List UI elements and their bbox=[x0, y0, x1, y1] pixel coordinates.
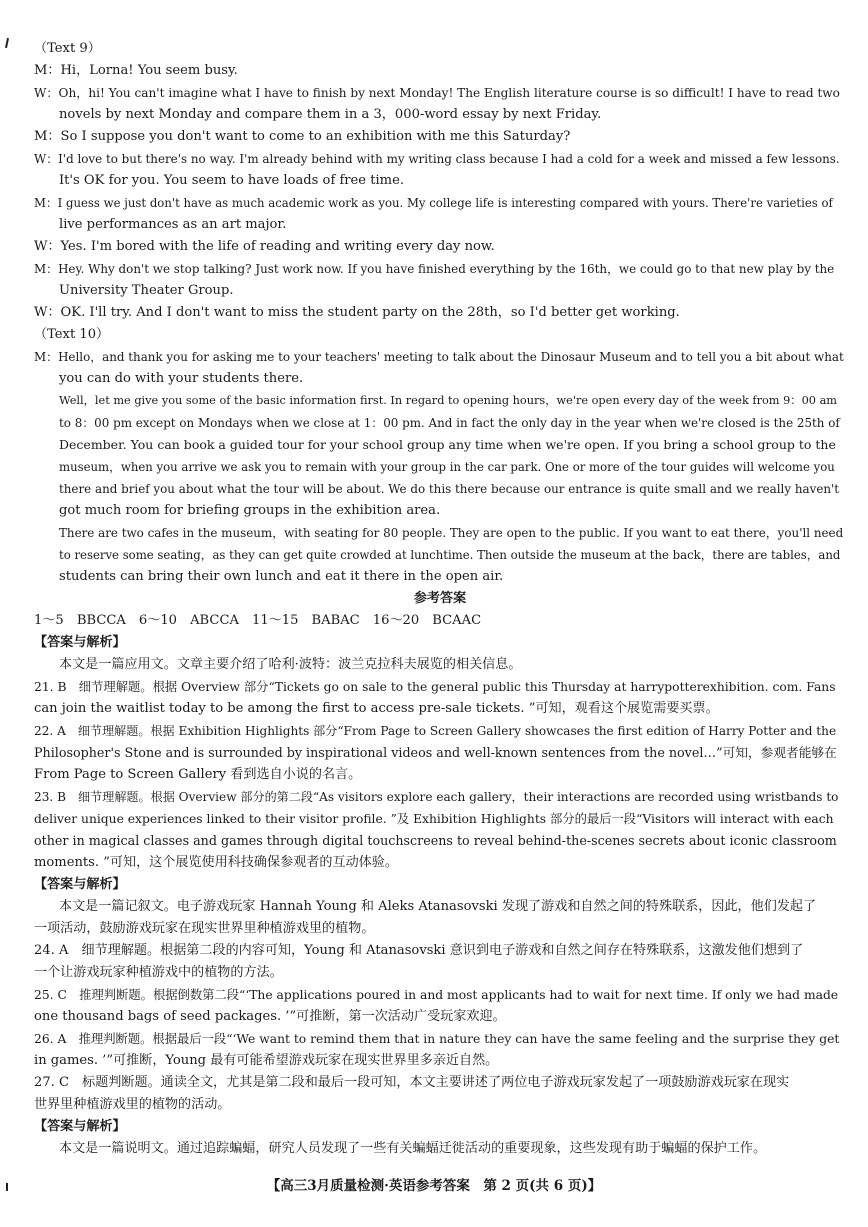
answer-key: 1～5 BBCCA 6～10 ABCCA 11～15 BABAC 16～20 BCAAC bbox=[34, 613, 482, 628]
analysis-line: 23. B 细节理解题。根据 Overview 部分的第二段“As visitors explore each gallery，their interactions are recorded using wristbands to bbox=[34, 790, 839, 804]
dialogue-line: W：OK. I'll try. And I don't want to miss the student party on the 28th，so I'd better get working. bbox=[34, 305, 680, 320]
analysis-line: From Page to Screen Gallery 看到选自小说的名言。 bbox=[34, 767, 362, 782]
analysis-line: 世界里种植游戏里的植物的活动。 bbox=[34, 1097, 231, 1112]
monologue-line: to reserve some seating，as they can get quite crowded at lunchtime. Then outside the museum at the back，there are tables，and bbox=[59, 548, 841, 562]
analysis-line: 27. C 标题判断题。通读全文，尤其是第二段和最后一段可知，本文主要讲述了两位电子游戏玩家发起了一项鼓励游戏玩家在现实 bbox=[34, 1075, 790, 1090]
analysis-line: 21. B 细节理解题。根据 Overview 部分“Tickets go on sale to the general public this Thursday at harrypotterexhibition. com. Fans bbox=[34, 680, 836, 694]
analysis-line: 22. A 细节理解题。根据 Exhibition Highlights 部分“From Page to Screen Gallery showcases the first edition of Harry Potter and the bbox=[34, 724, 837, 738]
analysis-summary: 本文是一篇说明文。通过追踪蝙蝠，研究人员发现了一些有关蝙蝠迁徙活动的重要现象，这些发现有助于蝙蝠的保护工作。 bbox=[59, 1141, 767, 1156]
analysis-line: 26. A 推理判断题。根据最后一段“‘We want to remind them that in nature they can have the same feeling and the surprise they get bbox=[34, 1032, 840, 1046]
analysis-line: can join the waitlist today to be among the first to access pre-sale tickets. ”可知，观看这个展览需要买票。 bbox=[34, 701, 719, 716]
dialogue-line: novels by next Monday and compare them in a 3，000-word essay by next Friday. bbox=[59, 107, 602, 122]
analysis-heading: 【答案与解析】 bbox=[34, 1119, 126, 1134]
section-title: 参考答案 bbox=[413, 591, 467, 606]
analysis-line: 一个让游戏玩家种植游戏中的植物的方法。 bbox=[34, 965, 283, 980]
dialogue-line: M：Hey. Why don't we stop talking? Just work now. If you have finished everything by the 16th，we could go to that new play by the bbox=[34, 262, 835, 276]
analysis-summary: 本文是一篇应用文。文章主要介绍了哈利·波特：波兰克拉科夫展览的相关信息。 bbox=[59, 657, 522, 672]
analysis-line: other in magical classes and games through digital touchscreens to reveal behind-the-scenes secrets about iconic classroom bbox=[34, 833, 837, 848]
analysis-line: one thousand bags of seed packages. ’”可推断，第一次活动广受玩家欢迎。 bbox=[34, 1009, 506, 1024]
monologue-line: December. You can book a guided tour for your school group any time when we're open. If you bring a school group to the bbox=[59, 437, 836, 452]
monologue-line: got much room for briefing groups in the exhibition area. bbox=[59, 503, 441, 518]
monologue-line: There are two cafes in the museum，with seating for 80 people. They are open to the public. If you want to eat there，you'll need bbox=[59, 526, 844, 540]
text-label: （Text 9） bbox=[34, 41, 101, 56]
text-label: （Text 10） bbox=[34, 327, 110, 342]
analysis-heading: 【答案与解析】 bbox=[34, 877, 126, 892]
analysis-line: moments. ”可知，这个展览使用科技确保参观者的互动体验。 bbox=[34, 855, 398, 870]
analysis-summary: 本文是一篇记叙文。电子游戏玩家 Hannah Young 和 Aleks Atanasovski 发现了游戏和自然之间的特殊联系，因此，他们发起了 bbox=[59, 899, 817, 914]
analysis-line: deliver unique experiences linked to their visitor profile. ”及 Exhibition Highlights 部分的最后一段“Visitors will interact with each bbox=[34, 812, 834, 826]
dialogue-line: you can do with your students there. bbox=[59, 371, 304, 386]
dialogue-line: M：Hi，Lorna! You seem busy. bbox=[34, 63, 238, 78]
monologue-line: Well，let me give you some of the basic information first. In regard to opening hours，we're open every day of the week from 9：00 am bbox=[59, 394, 838, 407]
analysis-line: 24. A 细节理解题。根据第二段的内容可知，Young 和 Atanasovski 意识到电子游戏和自然之间存在特殊联系，这激发他们想到了 bbox=[34, 943, 804, 958]
page-footer: 【高三3月质量检测·英语参考答案 第 2 页(共 6 页)】 bbox=[266, 1178, 602, 1194]
dialogue-line: live performances as an art major. bbox=[59, 217, 287, 232]
analysis-line: in games. ’”可推断，Young 最有可能希望游戏玩家在现实世界里多亲近自然。 bbox=[34, 1053, 499, 1068]
dialogue-line: It's OK for you. You seem to have loads of free time. bbox=[59, 173, 404, 188]
analysis-heading: 【答案与解析】 bbox=[34, 635, 126, 650]
dialogue-line: W：I'd love to but there's no way. I'm already behind with my writing class because I had a cold for a week and missed a few lessons. bbox=[34, 152, 840, 166]
analysis-line: Philosopher's Stone and is surrounded by inspirational videos and well-known sentences from the novel…”可知，参观者能够在 bbox=[34, 745, 837, 760]
dialogue-line: W：Oh，hi! You can't imagine what I have to finish by next Monday! The English literature course is so difficult! I have to read two bbox=[34, 86, 840, 100]
analysis-summary: 一项活动，鼓励游戏玩家在现实世界里种植游戏里的植物。 bbox=[34, 921, 375, 936]
monologue-line: to 8：00 pm except on Mondays when we close at 1：00 pm. And in fact the only day in the year when we're closed is the 25th of bbox=[59, 416, 840, 430]
dialogue-line: M：I guess we just don't have as much academic work as you. My college life is interesting compared with yours. There're varieties of bbox=[34, 196, 833, 210]
dialogue-line: M：So I suppose you don't want to come to an exhibition with me this Saturday? bbox=[34, 129, 571, 144]
analysis-line: 25. C 推理判断题。根据倒数第二段“‘The applications poured in and most applicants had to wait for next time. If only we had made bbox=[34, 988, 839, 1002]
monologue-line: students can bring their own lunch and eat it there in the open air. bbox=[59, 569, 504, 584]
monologue-line: there and brief you about what the tour will be about. We do this there because our entrance is quite small and we really haven't bbox=[59, 482, 840, 496]
monologue-line: museum，when you arrive we ask you to remain with your group in the car park. One or more of the tour guides will welcome you bbox=[59, 460, 835, 474]
dialogue-line: W：Yes. I'm bored with the life of reading and writing every day now. bbox=[34, 239, 495, 254]
scan-mark-top bbox=[5, 38, 9, 48]
dialogue-line: M：Hello，and thank you for asking me to your teachers' meeting to talk about the Dinosaur Museum and to tell you a bit about what bbox=[34, 350, 844, 364]
document-body bbox=[34, 38, 846, 1160]
dialogue-line: University Theater Group. bbox=[59, 283, 234, 298]
